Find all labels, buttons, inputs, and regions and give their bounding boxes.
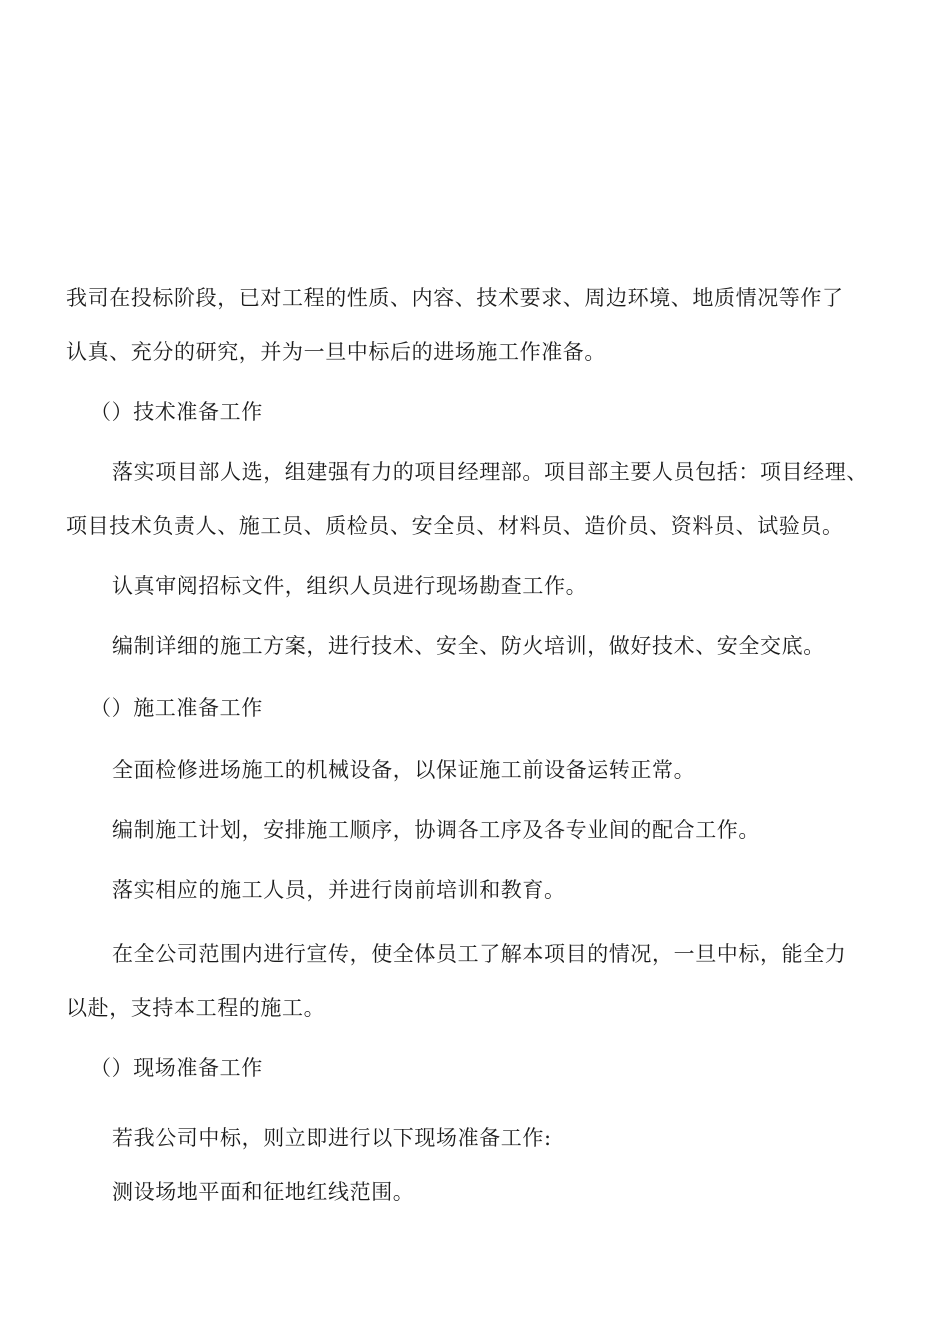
construction-item-3: 落实相应的施工人员，并进行岗前培训和教育。 [112, 878, 566, 902]
site-item-1: 若我公司中标，则立即进行以下现场准备工作: [112, 1126, 552, 1150]
intro-paragraph-line-1: 我司在投标阶段，已对工程的性质、内容、技术要求、周边环境、地质情况等作了 [66, 286, 844, 310]
construction-item-4-line-1: 在全公司范围内进行宣传，使全体员工了解本项目的情况，一旦中标，能全力 [112, 942, 847, 966]
technical-item-1-line-2: 项目技术负责人、施工员、质检员、安全员、材料员、造价员、资料员、试验员。 [66, 514, 844, 538]
section-heading-technical-preparation: （）技术准备工作 [90, 400, 263, 424]
construction-item-4-line-2: 以赴，支持本工程的施工。 [66, 996, 326, 1020]
technical-item-2: 认真审阅招标文件，组织人员进行现场勘查工作。 [112, 574, 588, 598]
section-heading-site-preparation: （）现场准备工作 [90, 1056, 263, 1080]
section-heading-construction-preparation: （）施工准备工作 [90, 696, 263, 720]
intro-paragraph-line-2: 认真、充分的研究，并为一旦中标后的进场施工作准备。 [66, 340, 606, 364]
technical-item-1-line-1: 落实项目部人选，组建强有力的项目经理部。项目部主要人员包括：项目经理、 [112, 460, 868, 484]
technical-item-3: 编制详细的施工方案，进行技术、安全、防火培训，做好技术、安全交底。 [112, 634, 825, 658]
construction-item-2: 编制施工计划，安排施工顺序，协调各工序及各专业间的配合工作。 [112, 818, 760, 842]
construction-item-1: 全面检修进场施工的机械设备，以保证施工前设备运转正常。 [112, 758, 696, 782]
site-item-2: 测设场地平面和征地红线范围。 [112, 1180, 415, 1204]
